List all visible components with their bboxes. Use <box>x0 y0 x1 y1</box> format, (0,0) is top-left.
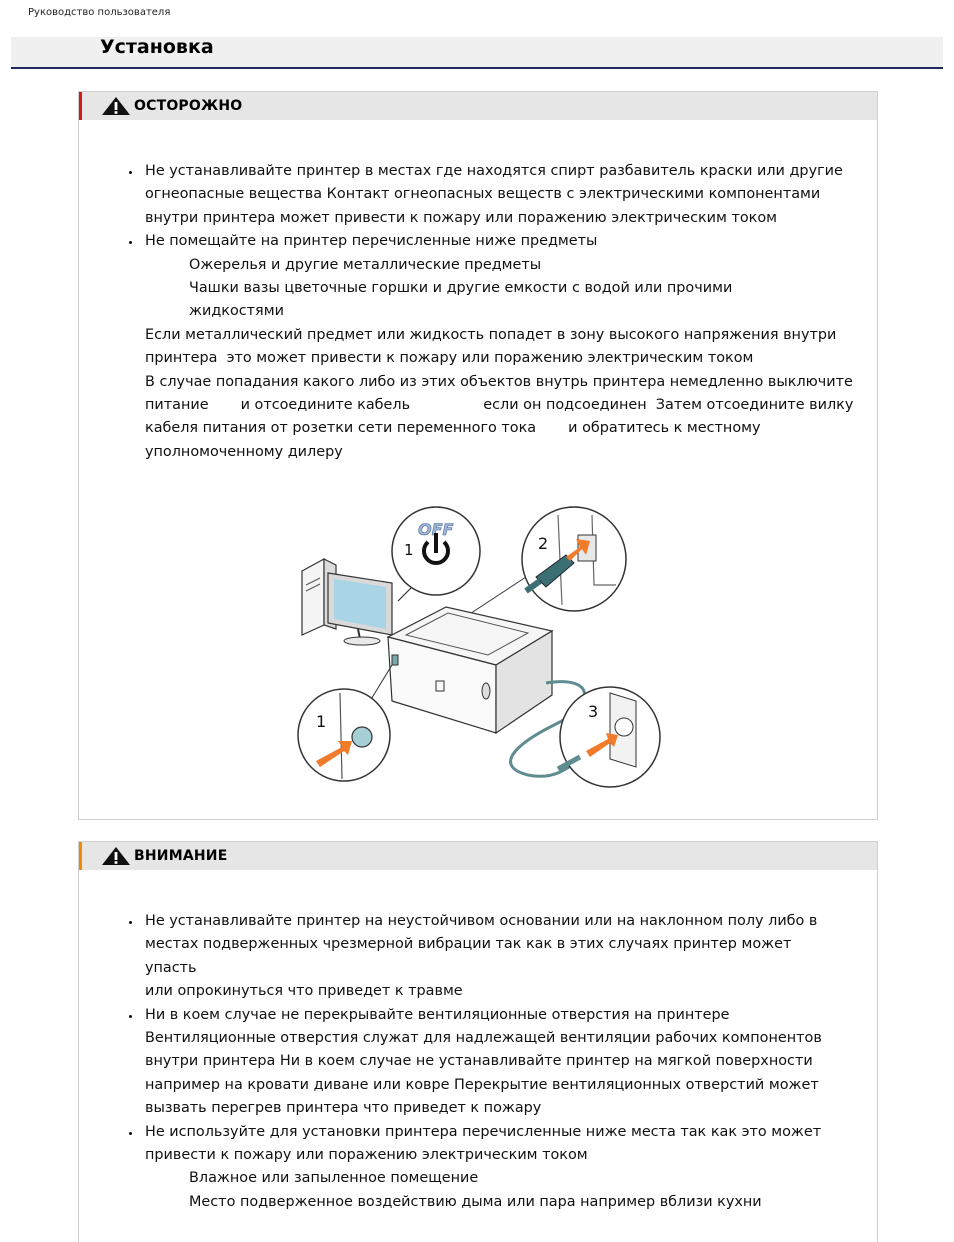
attention-bullet1-line3: или опрокинуться что приведет к травме <box>145 983 463 1000</box>
warning-triangle-icon <box>101 846 131 866</box>
caution-paragraph1-line2: принтера это может привести к пожару или поражению электрическим током <box>145 350 754 367</box>
printer-disconnect-illustration <box>296 505 668 795</box>
attention-bullet2-line5: вызвать перегрев принтера что приведет к пожару <box>145 1100 542 1117</box>
attention-content <box>145 910 845 1214</box>
printer-icon <box>388 607 552 733</box>
caution-paragraph2-line4: уполномоченному дилеру <box>145 443 343 460</box>
wall-socket-callout <box>558 687 660 787</box>
attention-bullet2-line1: Ни в коем случае не перекрывайте вентиляционные отверстия на принтере <box>145 1006 730 1023</box>
section-title: Установка <box>100 36 214 58</box>
caution-paragraph2-line1: В случае попадания какого либо из этих объектов внутрь принтера немедленно выключите <box>145 373 853 390</box>
power-off-callout <box>392 507 480 601</box>
usb-cable-callout <box>456 507 626 623</box>
caution-sub-item: жидкостями <box>189 303 284 320</box>
list-item <box>145 230 845 253</box>
section-title-bar <box>11 37 943 69</box>
document-header: Руководство пользователя <box>28 7 171 18</box>
list-item <box>145 160 845 230</box>
attention-bullet2-line4: например на кровати диване или ковре Перекрытие вентиляционных отверстий может <box>145 1076 819 1093</box>
callout-number: 2 <box>538 534 549 553</box>
attention-label: ВНИМАНИЕ <box>134 848 228 864</box>
list-item <box>145 1121 845 1168</box>
attention-bullet1-line2: местах подверженных чрезмерной вибрации так как в этих случаях принтер может упасть <box>145 936 792 976</box>
caution-label: ОСТОРОЖНО <box>134 98 243 114</box>
list-item <box>145 1004 845 1121</box>
callout-number: 3 <box>588 702 599 721</box>
caution-sub-item: Ожерелья и другие металлические предметы <box>189 256 542 273</box>
off-label: OFF <box>418 520 454 539</box>
monitor-icon <box>328 573 392 645</box>
caution-bullet1-line1: Не устанавливайте принтер в местах где находятся спирт разбавитель краски или другие <box>145 163 843 179</box>
attention-bullet3-line1: Не используйте для установки принтера перечисленные ниже места так как это может <box>145 1123 822 1140</box>
caution-bullet1-line2: огнеопасные вещества Контакт огнеопасных веществ с электрическими компонентами <box>145 186 821 203</box>
callout-number: 1 <box>316 712 327 731</box>
attention-bullet3-line2: привести к пожару или поражению электрическим током <box>145 1147 588 1164</box>
attention-header <box>79 842 877 870</box>
caution-bullet1-line3: внутри принтера может привести к пожару или поражению электрическим током <box>145 209 778 226</box>
list-item <box>145 910 845 1004</box>
callout-number: 1 <box>404 541 414 559</box>
attention-bullet1-line1: Не устанавливайте принтер на неустойчивом основании или на наклонном полу либо в <box>145 913 818 929</box>
caution-content <box>145 160 854 464</box>
caution-header <box>79 92 877 120</box>
attention-sub-item: Место подверженное воздействию дыма или пара например вблизи кухни <box>189 1193 762 1210</box>
caution-paragraph1-line1: Если металлический предмет или жидкость попадет в зону высокого напряжения внутри <box>145 326 837 343</box>
caution-bullet2: Не помещайте на принтер перечисленные ниже предметы <box>145 233 598 250</box>
caution-paragraph2-line3: кабеля питания от розетки сети переменного тока и обратитесь к местному <box>145 420 761 437</box>
attention-bullet2-line3: внутри принтера Ни в коем случае не устанавливайте принтер на мягкой поверхности <box>145 1053 813 1070</box>
caution-paragraph2-line2: питание и отсоедините кабель если он подсоединен Затем отсоедините вилку <box>145 397 854 414</box>
attention-sub-item: Влажное или запыленное помещение <box>189 1170 479 1187</box>
warning-triangle-icon <box>101 96 131 116</box>
power-button-callout <box>298 665 392 781</box>
attention-bullet2-line2: Вентиляционные отверстия служат для надлежащей вентиляции рабочих компонентов <box>145 1030 822 1047</box>
caution-sub-item: Чашки вазы цветочные горшки и другие емкости с водой или прочими <box>189 280 733 297</box>
